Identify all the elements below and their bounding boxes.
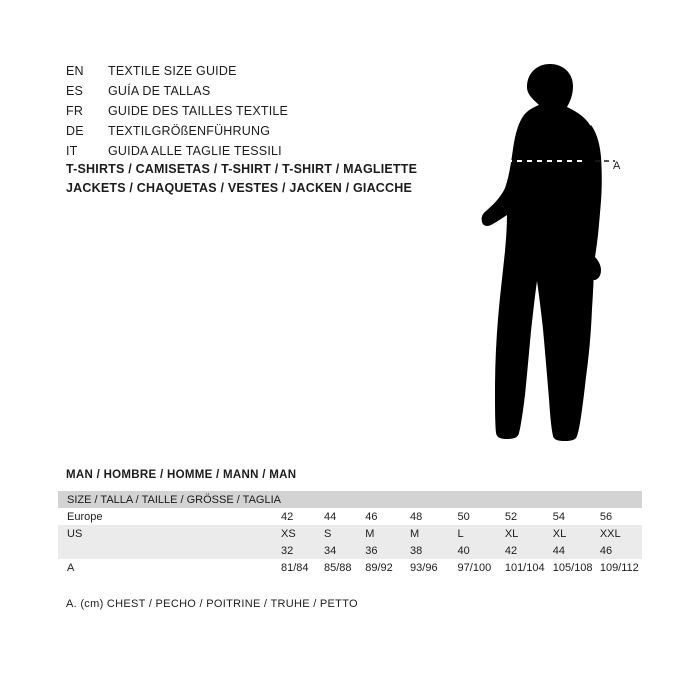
- table-row: [58, 508, 642, 525]
- language-code: DE: [66, 124, 84, 138]
- table-cell: 44: [552, 544, 566, 557]
- table-header-cell: [553, 491, 600, 508]
- table-cell: 93/96: [410, 561, 438, 574]
- table-cell: XL: [552, 527, 567, 540]
- table-cell: 32: [280, 544, 294, 557]
- language-title: GUIDA ALLE TAGLIE TESSILI: [108, 144, 282, 158]
- table-cell: 42: [504, 544, 518, 557]
- table-cell: 52: [504, 510, 518, 523]
- table-cell: 85/88: [324, 561, 352, 574]
- language-list: [66, 64, 446, 164]
- table-header-cell: [600, 491, 642, 508]
- table-cell: S: [324, 527, 332, 540]
- row-label: US: [67, 527, 83, 540]
- table-cell: 38: [410, 544, 423, 557]
- table-row: [58, 559, 642, 576]
- table-cell: 81/84: [280, 561, 309, 574]
- chest-measure-label: A: [613, 160, 621, 172]
- language-row: [66, 104, 446, 124]
- table-row: [58, 525, 642, 542]
- table-cell: 46: [365, 510, 378, 523]
- language-row: [66, 84, 446, 104]
- table-cell: 54: [552, 510, 566, 523]
- table-row: [58, 542, 642, 559]
- table-cell: 46: [599, 544, 613, 557]
- table-cell: 109/112: [599, 561, 639, 574]
- language-code: ES: [66, 84, 84, 98]
- table-cell: 44: [324, 510, 337, 523]
- language-title: TEXTILE SIZE GUIDE: [108, 64, 237, 78]
- table-cell: 56: [599, 510, 613, 523]
- language-row: [66, 64, 446, 84]
- row-label: [58, 542, 281, 559]
- language-code: FR: [66, 104, 84, 118]
- table-cell: 89/92: [365, 561, 393, 574]
- table-cell: XXL: [599, 527, 621, 540]
- table-cell: XL: [504, 527, 519, 540]
- table-header-cell: [281, 491, 324, 508]
- size-table: [58, 491, 642, 576]
- table-cell: M: [410, 527, 420, 540]
- table-section-title: MAN / HOMBRE / HOMME / MANN / MAN: [66, 469, 297, 481]
- table-header-cell: [365, 491, 410, 508]
- language-title: GUÍA DE TALLAS: [108, 84, 211, 98]
- language-code: IT: [66, 144, 78, 158]
- table-header-cell: [410, 491, 458, 508]
- category-tshirts: T-SHIRTS / CAMISETAS / T-SHIRT / T-SHIRT / MAGLIETTE: [66, 162, 418, 176]
- table-cell: 48: [410, 510, 423, 523]
- table-cell: 42: [280, 510, 294, 523]
- man-silhouette-illustration: [455, 55, 665, 455]
- table-header-row: [58, 491, 642, 508]
- table-cell: 101/104: [504, 561, 545, 574]
- row-label: A: [67, 561, 75, 574]
- table-cell: XS: [280, 527, 296, 540]
- language-title: GUIDE DES TAILLES TEXTILE: [108, 104, 289, 118]
- category-jackets: JACKETS / CHAQUETAS / VESTES / JACKEN / GIACCHE: [66, 181, 413, 195]
- language-code: EN: [66, 64, 84, 78]
- row-label: Europe: [67, 510, 103, 523]
- table-cell: 105/108: [552, 561, 593, 574]
- table-cell: M: [365, 527, 375, 540]
- table-cell: 97/100: [457, 561, 492, 574]
- table-cell: L: [457, 527, 464, 540]
- table-header-cell: [458, 491, 505, 508]
- table-cell: 40: [457, 544, 470, 557]
- table-cell: 50: [457, 510, 470, 523]
- language-title: TEXTILGRÖßENFÜHRUNG: [108, 124, 271, 138]
- language-row: [66, 124, 446, 144]
- table-header-cell: [324, 491, 365, 508]
- table-footnote: A. (cm) CHEST / PECHO / POITRINE / TRUHE / PETTO: [66, 598, 358, 610]
- category-list: [66, 160, 486, 198]
- table-cell: 36: [365, 544, 378, 557]
- table-cell: 34: [324, 544, 337, 557]
- table-header-cell: SIZE / TALLA / TAILLE / GRÖSSE / TAGLIA: [67, 493, 281, 506]
- table-header-cell: [505, 491, 553, 508]
